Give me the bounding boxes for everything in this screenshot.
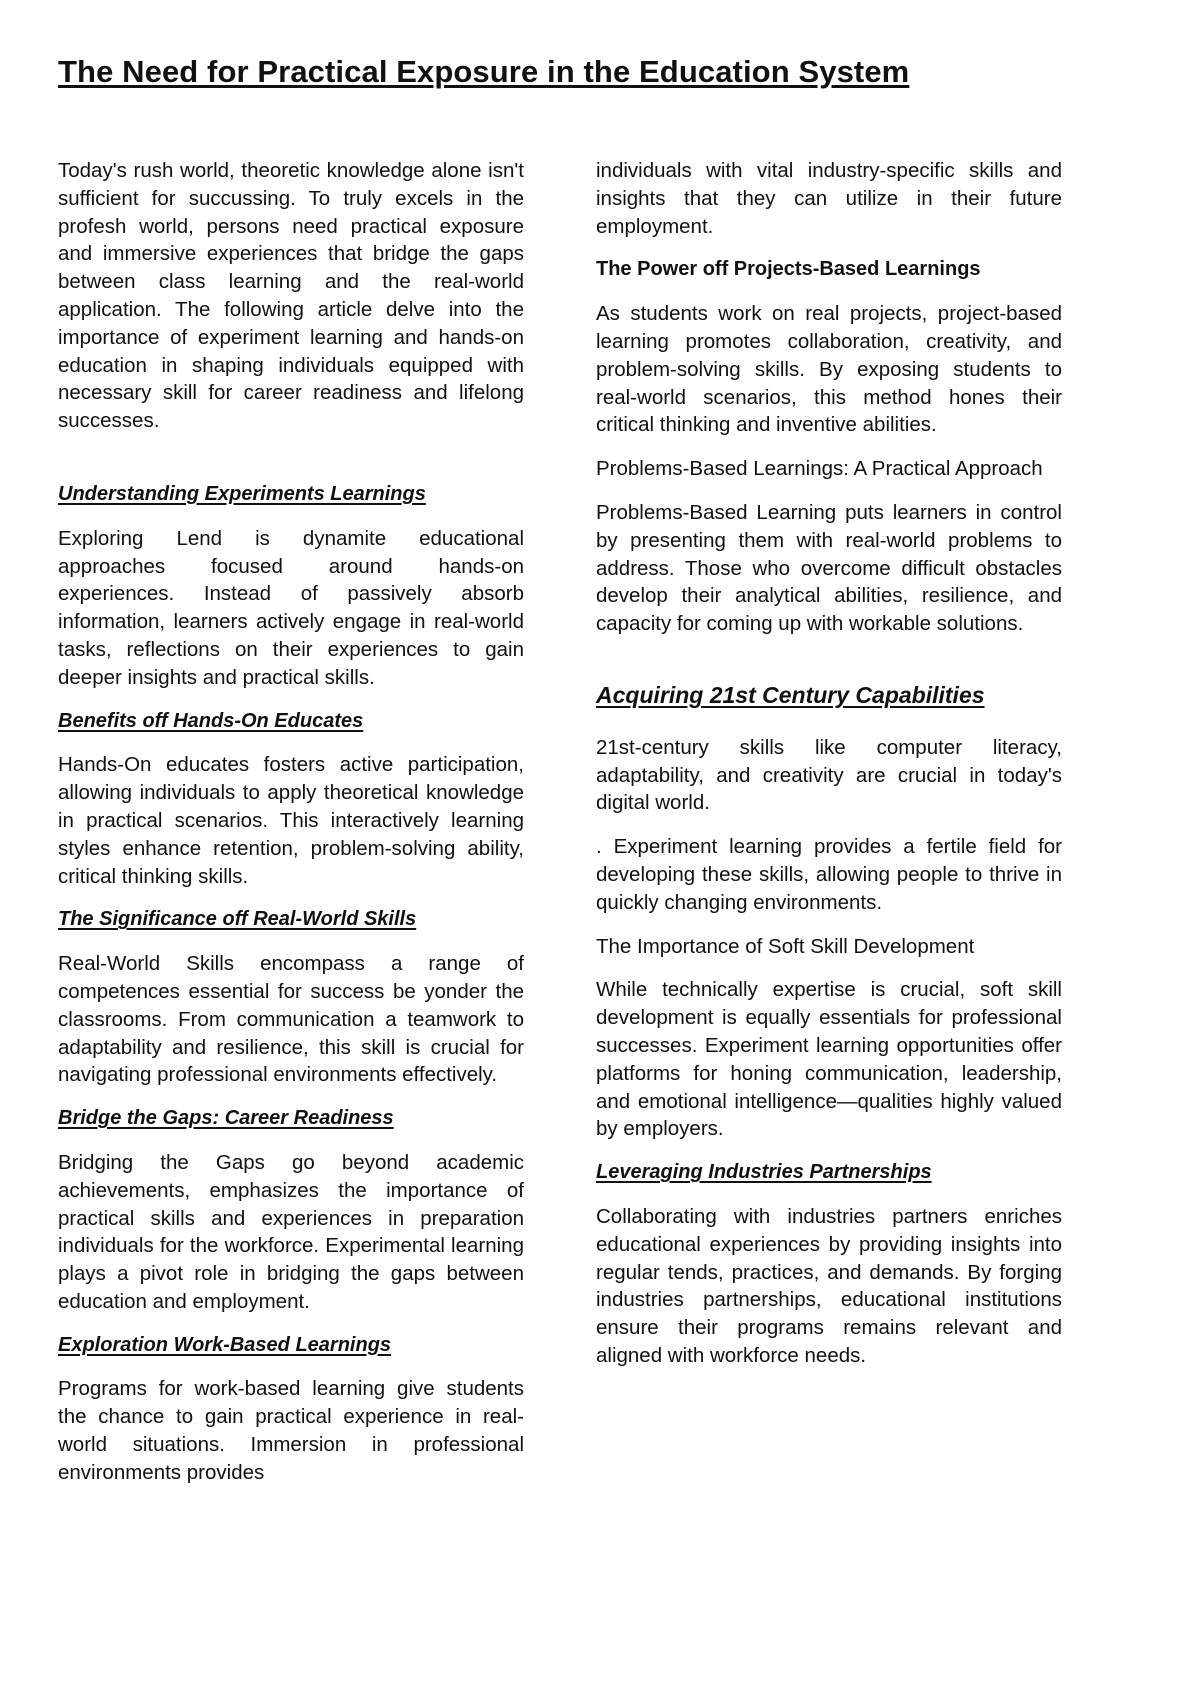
paragraph-real-world-skills: Real-World Skills encompass a range of competences essential for success be yonder the classrooms. From communication a teamwork to adaptability and resilience, this skill is crucial for navigating professional environments effectively. [58,952,524,1087]
paragraph-experiment-learning: . Experiment learning provides a fertile field for developing these skills, allowing people to thrive in quickly changing environments. [596,835,1062,914]
left-column [58,157,524,1503]
paragraph-career-readiness: Bridging the Gaps go beyond academic achievements, emphasizes the importance of practical skills and experiences in preparation individuals for the workforce. Experimental learning plays a pivot role in bridging the gaps between education and employment. [58,1150,524,1313]
section-heading-career-readiness: Bridge the Gaps: Career Readiness [58,1107,394,1130]
section-heading-industries-partnerships: Leveraging Industries Partnerships [596,1161,932,1184]
paragraph-soft-skill: While technically expertise is crucial, soft skill development is equally essentials for professional successes. Experiment learning opportunities offer platforms for honing communication, leadership, and emotional intelligence—qualities highly valued by employers. [596,978,1062,1141]
paragraph-hands-on: Hands-On educates fosters active participation, allowing individuals to apply theoretical knowledge in practical scenarios. This interactively learning styles enhance retention, problem-solving ability, critical thinking skills. [58,753,524,888]
right-column [596,157,1062,1386]
paragraph-projects-based: As students work on real projects, project-based learning promotes collaboration, creativity, and problem-solving skills. By exposing students to real-world scenarios, this method hones their critical thinking and inventive abilities. [596,302,1062,437]
intro-paragraph: Today's rush world, theoretic knowledge alone isn't sufficient for succussing. To truly excels in the profesh world, persons need practical exposure and immersive experiences that bridge the gaps between class learning and the real-world application. The following article delve into the importance of experiment learning and hands-on education in shaping individuals equipped with necessary skill for career readiness and lifelong successes. [58,159,524,433]
paragraph-21st-century: 21st-century skills like computer literacy, adaptability, and creativity are crucial in today's digital world. [596,735,1062,815]
paragraph-work-based: Programs for work-based learning give students the chance to gain practical experience in real-world situations. Immersion in professional environments provides [58,1377,524,1484]
section-heading-hands-on: Benefits off Hands-On Educates [58,709,364,732]
subheading-soft-skill: The Importance of Soft Skill Development [596,934,975,958]
paragraph-continued: individuals with vital industry-specific skills and insights that they can utilize in their future employment. [596,159,1062,238]
paragraph-experiments-learnings: Exploring Lend is dynamite educational approaches focused around hands-on experiences. Instead of passively absorb information, learners actively engage in real-world tasks, reflections on their experiences to gain deeper insights and practical skills. [58,526,524,689]
subheading-problems-based: Problems-Based Learnings: A Practical Approach [596,457,1043,481]
section-heading-work-based: Exploration Work-Based Learnings [58,1333,392,1356]
paragraph-industries-partnerships: Collaborating with industries partners enriches educational experiences by providing insights into regular tends, practices, and demands. By forging industries partnerships, educational institutions ensure their programs remains relevant and aligned with workforce needs. [596,1204,1062,1367]
paragraph-problems-based: Problems-Based Learning puts learners in control by presenting them with real-world problems to address. Those who overcome difficult obstacles develop their analytical abilities, resilience, and capacity for coming up with workable solutions. [596,500,1062,636]
section-heading-experiments-learnings: Understanding Experiments Learnings [58,482,426,505]
section-heading-real-world-skills: The Significance off Real-World Skills [58,908,417,931]
page-title: The Need for Practical Exposure in the Education System [58,54,910,89]
section-heading-projects-based: The Power off Projects-Based Learnings [596,258,981,281]
section-heading-21st-century: Acquiring 21st Century Capabilities [596,681,985,708]
